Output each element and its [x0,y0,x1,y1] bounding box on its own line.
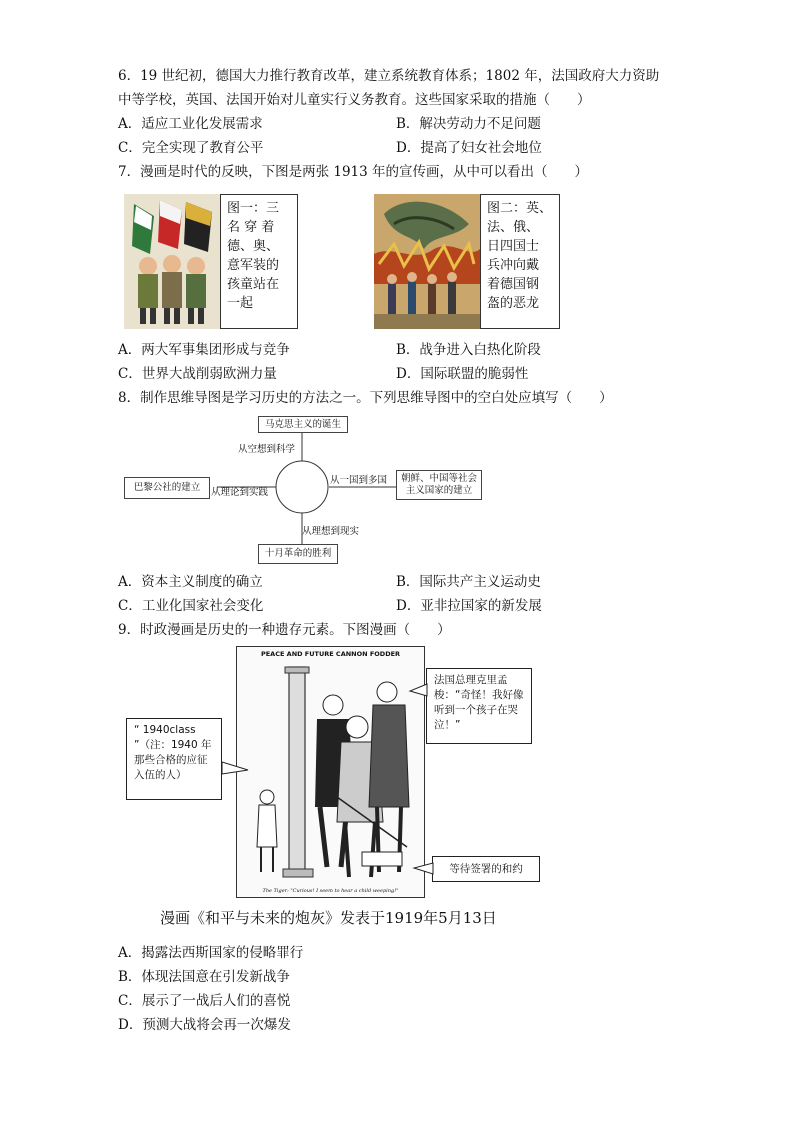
cartoon-image [236,646,425,898]
right-bubble-pointer [408,682,428,702]
fig1-caption-line: 图一：三 [227,201,280,216]
q7-option-c[interactable]: C．世界大战削弱欧洲力量 [118,366,277,382]
fig2-caption-line: 图二：英、 [487,201,553,216]
fig1-caption-line: 德、奥、 [227,239,280,254]
fig2-caption-box [480,194,560,329]
fig1-caption-line: 一起 [227,296,254,311]
mindmap-bottom-box: 十月革命的胜利 [258,544,338,564]
q6-stem-line1: 6．19 世纪初，德国大力推行教育改革，建立系统教育体系；1802 年，法国政府大力资助 [118,68,660,84]
cartoon-right-bubble: 法国总理克里孟梭：“奇怪！我好像听到一个孩子在哭泣！” [426,668,532,744]
q8-option-c[interactable]: C．工业化国家社会变化 [118,598,264,614]
q9-option-d[interactable]: D．预测大战将会再一次爆发 [118,1017,291,1033]
mindmap-left-link: 从理论到实践 [211,487,269,498]
q6-option-a[interactable]: A．适应工业化发展需求 [118,116,263,132]
fig1-caption-line: 孩童站在 [227,277,280,292]
left-bubble-pointer [222,760,252,780]
cartoon-bottom-bubble: 等待签署的和约 [432,856,540,882]
cartoon-caption: 漫画《和平与未来的炮灰》发表于1919年5月13日 [160,909,497,927]
q7-option-d[interactable]: D．国际联盟的脆弱性 [396,366,529,382]
q7-stem: 7．漫画是时代的反映，下图是两张 1913 年的宣传画，从中可以看出（ ） [118,164,589,180]
bottom-bubble-pointer [412,862,434,876]
fig2-caption-line: 着德国钢 [487,277,540,292]
fig1-caption-line: 意军装的 [227,258,280,273]
mindmap-right-box: 朝鲜、中国等社会主义国家的建立 [396,470,482,500]
mindmap-top-box: 马克思主义的诞生 [258,416,348,433]
q6-option-c[interactable]: C．完全实现了教育公平 [118,140,264,156]
mindmap-top-link: 从空想到科学 [238,444,296,455]
q9-stem: 9．时政漫画是历史的一种遗存元素。下图漫画（ ） [118,622,451,638]
fig2-caption-line: 盔的恶龙 [487,296,540,311]
q9-option-c[interactable]: C．展示了一战后人们的喜悦 [118,993,291,1009]
q7-option-a[interactable]: A．两大军事集团形成与竞争 [118,342,290,358]
cartoon-header: PEACE AND FUTURE CANNON FODDER [260,650,401,658]
q8-option-d[interactable]: D．亚非拉国家的新发展 [396,598,542,614]
fig2-caption-line: 兵冲向戴 [487,258,540,273]
fig1-caption-line: 名 穿 着 [227,220,275,235]
poster-children-image [124,194,220,329]
fig1-caption-box [220,194,298,329]
poster-dragon-image [374,194,480,329]
q6-stem-line2: 中等学校，英国、法国开始对儿童实行义务教育。这些国家采取的措施（ ） [118,92,591,108]
fig2-caption-line: 法、俄、 [487,220,540,235]
q8-option-b[interactable]: B．国际共产主义运动史 [396,574,541,590]
q8-option-a[interactable]: A．资本主义制度的确立 [118,574,263,590]
q6-option-d[interactable]: D．提高了妇女社会地位 [396,140,542,156]
q9-option-b[interactable]: B．体现法国意在引发新战争 [118,969,290,985]
mindmap-right-link: 从一国到多国 [330,475,388,486]
q6-option-b[interactable]: B．解决劳动力不足问题 [396,116,541,132]
q9-option-a[interactable]: A．揭露法西斯国家的侵略罪行 [118,945,304,961]
mindmap-left-box: 巴黎公社的建立 [124,477,210,499]
q7-option-b[interactable]: B．战争进入白热化阶段 [396,342,541,358]
fig2-caption-line: 日四国士 [487,239,540,254]
mindmap-bottom-link: 从理想到现实 [302,526,360,537]
q8-stem: 8．制作思维导图是学习历史的方法之一。下列思维导图中的空白处应填写（ ） [118,390,613,406]
cartoon-left-bubble: “ 1940class ”（注：1940 年那些合格的应征入伍的人） [126,718,222,800]
cartoon-footer: The Tiger: "Curious! I seem to hear a child weeping!" [262,888,399,894]
